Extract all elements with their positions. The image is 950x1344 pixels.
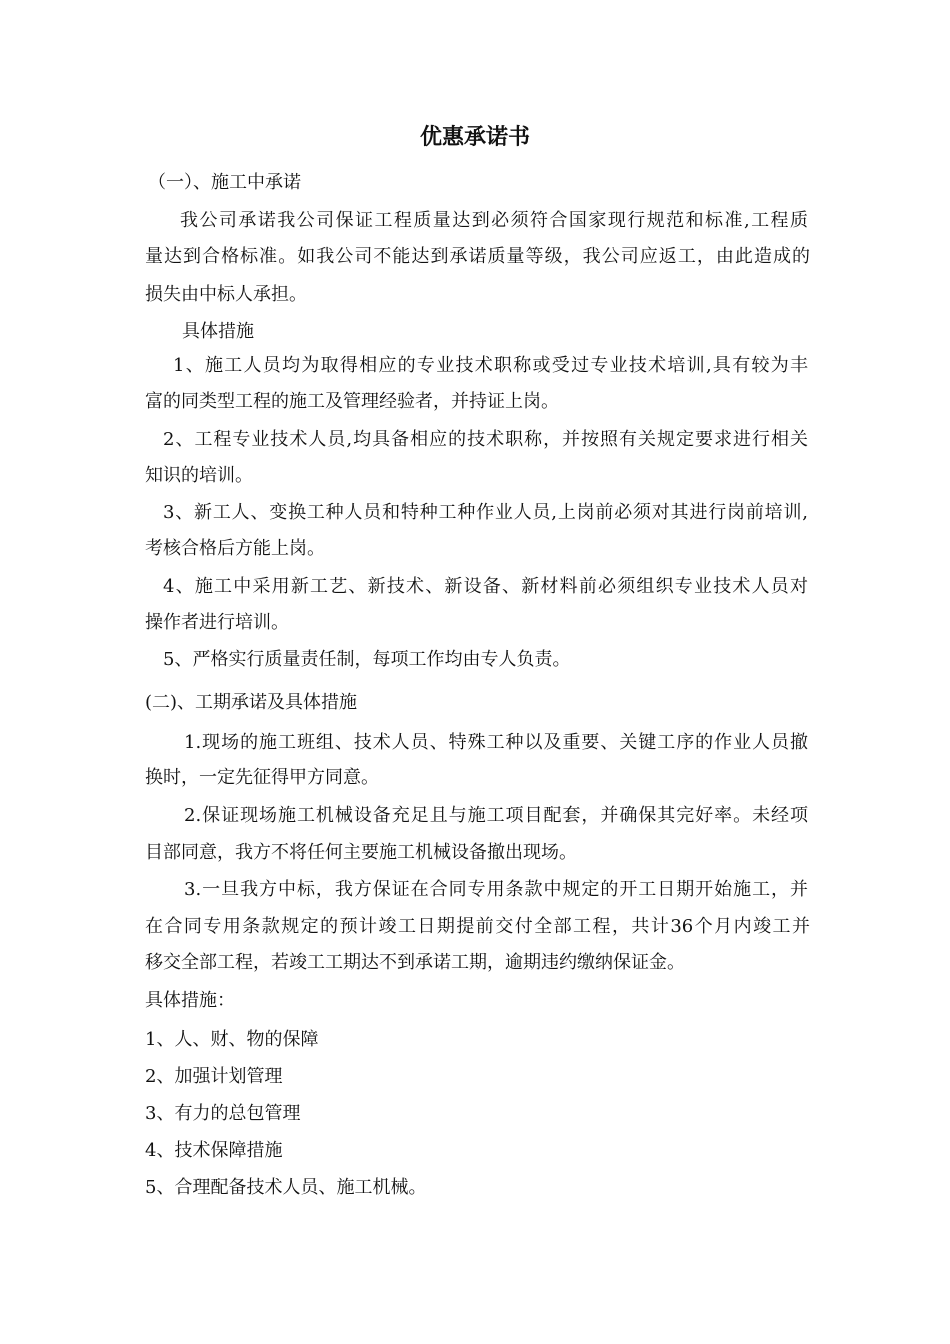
section-2-measures-label: 具体措施： <box>145 990 235 1011</box>
section-1-item-1-line-2: 富的同类型工程的施工及管理经验者，并持证上岗。 <box>145 391 559 412</box>
section-1-item-2-line-1: 2、工程专业技术人员,均具备相应的技术职称，并按照有关规定要求进行相关 <box>163 429 808 450</box>
section-1-item-3-line-1: 3、新工人、变换工种人员和特种工种作业人员,上岗前必须对其进行岗前培训, <box>163 502 808 523</box>
section-2-heading: (二)、工期承诺及具体措施 <box>145 692 358 713</box>
section-2-measure-5: 5、合理配备技术人员、施工机械。 <box>145 1177 427 1198</box>
section-1-intro-line-3: 损失由中标人承担。 <box>145 284 307 305</box>
section-1-intro-line-1: 我公司承诺我公司保证工程质量达到必须符合国家现行规范和标准,工程质 <box>180 210 808 231</box>
section-2-item-1-line-2: 换时，一定先征得甲方同意。 <box>145 767 379 788</box>
section-2-measure-1: 1、人、财、物的保障 <box>145 1029 319 1050</box>
section-2-measure-3: 3、有力的总包管理 <box>145 1103 301 1124</box>
section-2-item-3-line-3: 移交全部工程，若竣工工期达不到承诺工期，逾期违约缴纳保证金。 <box>145 952 685 973</box>
section-2-item-1-line-1: 1.现场的施工班组、技术人员、特殊工种以及重要、关键工序的作业人员撤 <box>184 732 808 753</box>
section-2-item-3-line-1: 3.一旦我方中标，我方保证在合同专用条款中规定的开工日期开始施工，并 <box>184 879 808 900</box>
section-2-item-2-line-2: 目部同意，我方不将任何主要施工机械设备撤出现场。 <box>145 842 577 863</box>
section-1-item-3-line-2: 考核合格后方能上岗。 <box>145 538 325 559</box>
section-1-item-4-line-1: 4、施工中采用新工艺、新技术、新设备、新材料前必须组织专业技术人员对 <box>163 576 808 597</box>
section-1-item-2-line-2: 知识的培训。 <box>145 465 253 486</box>
section-1-item-1-line-1: 1、施工人员均为取得相应的专业技术职称或受过专业技术培训,具有较为丰 <box>173 355 808 376</box>
section-1-item-4-line-2: 操作者进行培训。 <box>145 612 289 633</box>
section-1-heading: （一）、施工中承诺 <box>148 172 301 193</box>
section-2-item-3-line-2: 在合同专用条款规定的预计竣工日期提前交付全部工程，共计36个月内竣工并 <box>145 916 810 937</box>
section-1-item-5: 5、严格实行质量责任制，每项工作均由专人负责。 <box>163 649 571 670</box>
page-title: 优惠承诺书 <box>419 124 530 150</box>
section-2-measure-2: 2、加强计划管理 <box>145 1066 283 1087</box>
section-2-item-2-line-1: 2.保证现场施工机械设备充足且与施工项目配套，并确保其完好率。未经项 <box>184 805 808 826</box>
section-1-measures-label: 具体措施 <box>182 321 254 342</box>
section-1-intro-line-2: 量达到合格标准。如我公司不能达到承诺质量等级，我公司应返工，由此造成的 <box>145 246 810 267</box>
section-2-measure-4: 4、技术保障措施 <box>145 1140 283 1161</box>
